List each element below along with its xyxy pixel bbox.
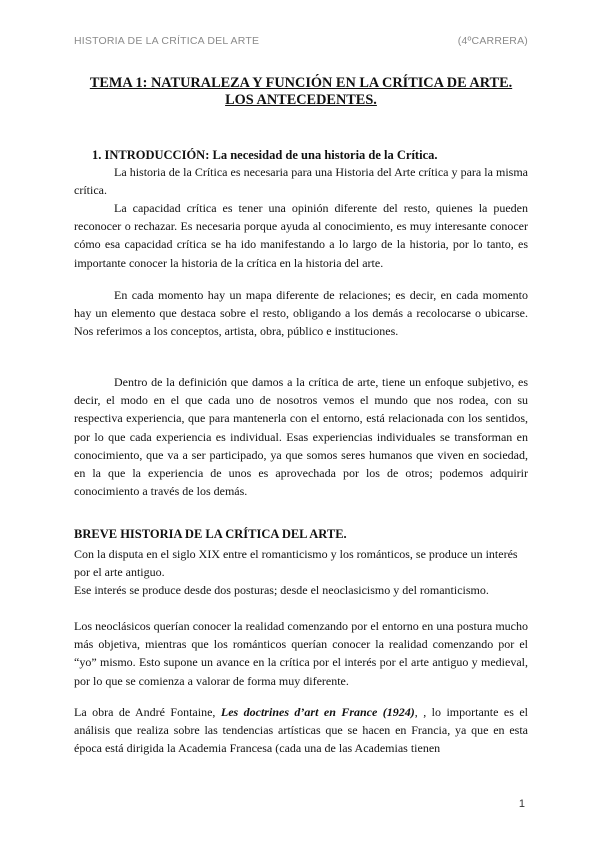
paragraph-history-3: [74, 703, 528, 758]
section-heading-introduccion: 1. INTRODUCCIÓN: La necesidad de una historia de la Crítica.: [92, 148, 438, 162]
paragraph-intro-1: La historia de la Crítica es necesaria para una Historia del Arte crítica y para la misma crítica.: [74, 165, 528, 198]
paragraph-history-1b: Ese interés se produce desde dos posturas; desde el neoclasicismo y del romanticismo.: [74, 583, 489, 597]
paragraph-history-1a: Con la disputa en el siglo XIX entre el romanticismo y los románticos, se produce un interés por el arte antiguo.: [74, 547, 518, 580]
page-number: 1: [518, 798, 525, 810]
book-title: Les doctrines d’art en France (1924): [220, 705, 415, 719]
paragraph-intro-3: En cada momento hay un mapa diferente de relaciones; es decir, en cada momento hay un elemento que destaca sobre el resto, obligando a los demás a recolocarse o ubicarse. Nos referimos a los conceptos, artista, obra, público e instituciones.: [74, 288, 528, 339]
section-heading-breve-historia: BREVE HISTORIA DE LA CRÍTICA DEL ARTE.: [74, 527, 347, 541]
fontaine-intro-text: La obra de André Fontaine,: [74, 705, 221, 719]
paragraph-history-2: Los neoclásicos querían conocer la realidad comenzando por el entorno en una postura mucho más objetiva, mientras que los románticos querían conocer la realidad comenzando por el “yo” mismo. Esto supone un avance en la crítica por el interés por el arte antiguo y medieval, por lo que se comienza a valorar de forma muy diferente.: [74, 619, 528, 688]
running-header-left: HISTORIA DE LA CRÍTICA DEL ARTE: [74, 35, 260, 47]
running-header-right: (4ºCARRERA): [457, 35, 528, 47]
paragraph-intro-2: La capacidad crítica es tener una opinión diferente del resto, quienes la pueden reconocer o rechazar. Es necesaria porque ayuda al conocimiento, es muy interesante conocer cómo esa capacidad crítica se ha ido manifestando a lo largo de la historia, por lo tanto, es importante conocer la historia de la crítica en la historia del arte.: [74, 201, 528, 270]
fontaine-rest-text: , , lo importante es el análisis que realiza sobre las tendencias artísticas que se hacen en Francia, ya que en esta época está dirigida la Academia Francesa (cada una de las Academias tienen: [74, 705, 529, 756]
paragraph-intro-4: Dentro de la definición que damos a la crítica de arte, tiene un enfoque subjetivo, es decir, el modo en el que cada uno de nosotros vemos el mundo que nos rodea, con su respectiva experiencia, que para mantenerla con el entorno, está relacionada con los sentidos, por lo que cada experiencia es individual. Esas experiencias individuales se transforman en conocimiento, que va a ser participado, ya que somos seres humanos que viven en sociedad, en la que la experiencia de unos es aprovechada por los de otros; podemos adquirir conocimiento a través de los demás.: [74, 375, 528, 499]
page-title: TEMA 1: NATURALEZA Y FUNCIÓN EN LA CRÍTICA DE ARTE. LOS ANTECEDENTES.: [89, 75, 513, 108]
